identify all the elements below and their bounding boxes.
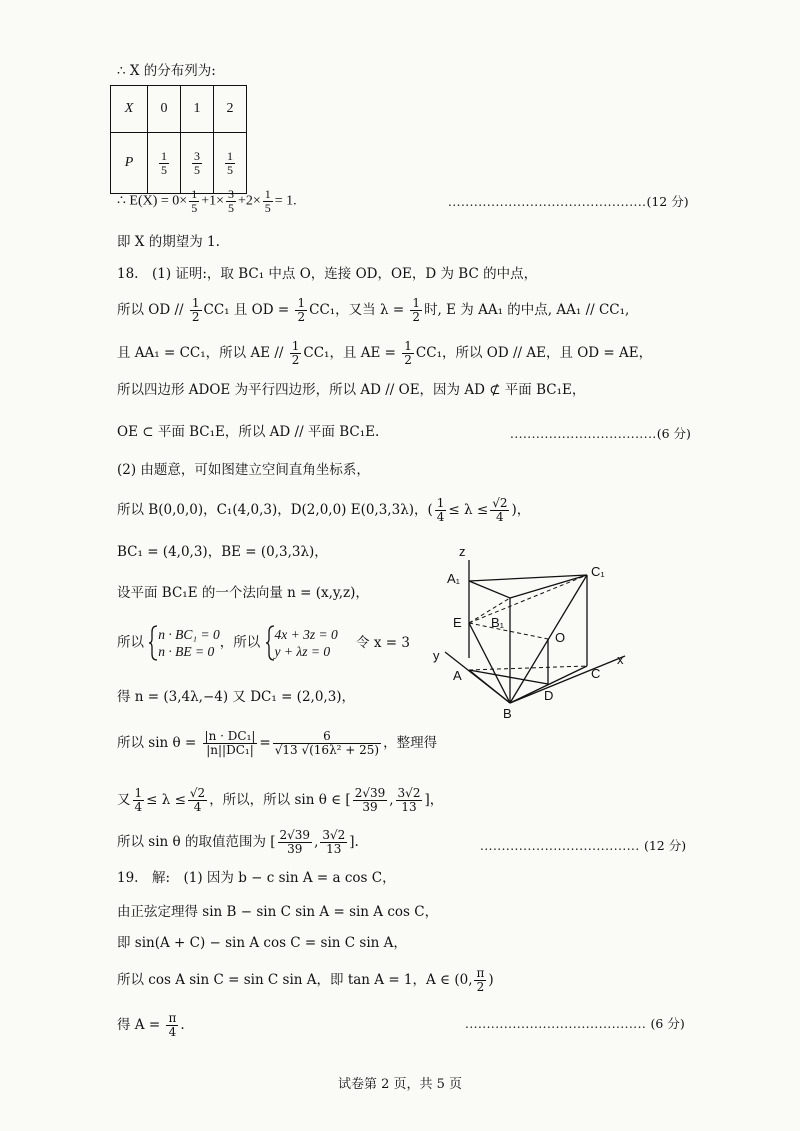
text-segment: 时, E 为 AA₁ 的中点, AA₁ // CC₁,	[424, 302, 630, 318]
dashed-a-c	[469, 666, 587, 670]
score-leader: ..................................... (12 分)	[480, 838, 687, 853]
q19-line2: 由正弦定理得 sin B − sin C sin A = sin A cos C，	[117, 904, 439, 920]
fraction-denominator: |n||DC₁|	[206, 743, 254, 757]
table-cell: 1	[181, 86, 214, 133]
equation: n · BE = 0	[158, 644, 215, 659]
text-segment: )	[488, 972, 494, 988]
fraction-denominator: 4	[496, 510, 504, 524]
fraction-numerator: 1	[134, 786, 143, 800]
fraction-denominator: √13 √(16λ² + 25)	[274, 743, 380, 757]
distribution-intro: ∴ X 的分布列为:	[117, 63, 216, 79]
fraction-denominator: 2	[404, 353, 412, 367]
distribution-table	[110, 85, 247, 194]
table-cell: P	[111, 133, 148, 194]
fraction-denominator: 13	[401, 800, 417, 814]
expectation-prefix: ∴ E(X) = 0×	[117, 193, 188, 209]
fraction-numerator: 1	[227, 148, 233, 163]
q19-line5	[117, 1012, 185, 1039]
fraction-numerator: √2	[189, 786, 206, 800]
q18-part2-sine	[117, 730, 437, 757]
q18-part1-line4: 所以四边形 ADOE 为平行四边形，所以 AD // OE，因为 AD ⊄ 平面 BC₁E，	[117, 382, 586, 398]
equation: y + λz = 0	[274, 644, 331, 659]
score-label: (6 分)	[650, 1016, 685, 1031]
expectation-formula	[117, 188, 297, 215]
q18-part1-line3	[117, 340, 652, 367]
dashed-e-c1	[469, 575, 587, 623]
q18-part2-line1: (2) 由题意，可如图建立空间直角坐标系，	[117, 462, 370, 478]
text-segment: 所以 sin θ =	[117, 735, 201, 751]
table-cell: 0	[148, 86, 181, 133]
label-z: z	[459, 544, 466, 559]
fraction-denominator: 4	[436, 510, 445, 524]
table-row-p	[111, 133, 247, 194]
equation: n · BC₁ = 0	[158, 627, 220, 642]
fraction-denominator: 2	[291, 353, 300, 367]
page-footer: 试卷第 2 页，共 5 页	[337, 1077, 463, 1092]
fraction-denominator: 13	[326, 842, 342, 856]
label-e: E	[453, 615, 462, 630]
score-label: (12 分)	[646, 194, 689, 209]
q18-part1-line2	[117, 297, 629, 324]
q18-part1-line5: OE ⊂ 平面 BC₁E，所以 AD // 平面 BC₁E.	[117, 424, 380, 440]
label-b1: B₁	[491, 615, 505, 630]
fraction-denominator: 2	[191, 310, 200, 324]
fraction-denominator: 39	[362, 800, 378, 814]
expectation-term: +1×	[201, 193, 224, 209]
fraction-numerator: 3√2	[397, 786, 421, 800]
q18-part1-line1: 18. (1) 证明:，取 BC₁ 中点 O，连接 OD，OE，D 为 BC 的中点，	[117, 266, 538, 282]
fraction-denominator: 2	[297, 310, 306, 324]
fraction-numerator: √2	[492, 496, 508, 510]
table-cell	[214, 133, 247, 194]
q19-line1: 19. 解: (1) 因为 b − c sin A = a cos C，	[117, 870, 396, 886]
fraction-denominator: 4	[168, 1025, 177, 1039]
fraction-numerator: 1	[264, 187, 271, 201]
label-c1: C₁	[591, 564, 605, 579]
fraction-denominator: 5	[161, 162, 167, 177]
text-segment: 所以 sin θ 的取值范围为 [	[117, 834, 276, 850]
fraction-numerator: 1	[161, 148, 167, 163]
expectation-term: +2×	[237, 193, 261, 209]
q18-part2-system	[117, 625, 410, 661]
q18-part2-result: 得 n = (3,4λ,−4) 又 DC₁ = (2,0,3)，	[117, 689, 356, 705]
fraction-numerator: 2√39	[279, 828, 311, 842]
label-b: B	[503, 706, 512, 721]
segment-e-b	[469, 623, 510, 703]
text-segment: .	[180, 1017, 185, 1033]
label-c: C	[591, 666, 601, 681]
text-segment: 令 x = 3	[356, 634, 410, 651]
text-segment: CC₁，又当 λ =	[309, 302, 409, 318]
brace-icon	[265, 625, 275, 661]
score-leader: ..............................................(12 分)	[448, 194, 689, 209]
q18-part2-vectors: BC₁ = (4,0,3)，BE = (0,3,3λ)，	[117, 544, 328, 560]
fraction-denominator: 5	[191, 201, 198, 215]
text-segment: ，整理得	[383, 735, 438, 751]
fraction-denominator: 4	[134, 800, 143, 814]
text-segment: 且 AA₁ = CC₁，所以 AE //	[117, 345, 288, 361]
table-row-x	[111, 86, 247, 133]
text-segment: ≤ λ ≤	[448, 502, 489, 518]
fraction-denominator: 2	[476, 980, 485, 994]
label-o: O	[555, 630, 566, 645]
text-segment: CC₁，且 AE =	[303, 345, 401, 361]
score-label: (6 分)	[656, 426, 691, 441]
label-x: x	[617, 652, 624, 667]
text-segment: ]，	[424, 792, 444, 808]
table-cell: X	[111, 86, 148, 133]
fraction-numerator: 1	[191, 187, 198, 201]
table-cell: 2	[214, 86, 247, 133]
fraction-denominator: 5	[227, 201, 234, 215]
fraction-numerator: 1	[297, 296, 306, 310]
q18-part2-range: 又 $\frac{1}{4}$ ≤ λ ≤ $\frac{√2}{4}$ ，所以，所以 sin θ ∈ [ $\frac{2√39}{39}$ , $\frac{3√2}{13}$ ]，	[117, 786, 444, 814]
fraction-numerator: 1	[436, 496, 445, 510]
text-segment: 所以 cos A sin C = sin C sin A，即 tan A = 1，A ∈ (0,	[117, 972, 473, 988]
expectation-term: = 1.	[274, 193, 297, 209]
fraction-numerator: π	[476, 966, 485, 980]
x-axis	[510, 656, 625, 703]
equals-sign: =	[259, 735, 271, 751]
q19-line4	[117, 967, 494, 994]
score-leader: .......................................... (6 分)	[465, 1016, 685, 1031]
equation: 4x + 3z = 0	[274, 627, 338, 642]
dashed-e-o	[469, 623, 548, 639]
fraction-numerator: π	[168, 1011, 177, 1025]
fraction-numerator: 1	[404, 339, 412, 353]
segment-a-d	[469, 670, 548, 684]
fraction-denominator: 39	[287, 842, 303, 856]
text-segment: ，所以，所以 sin θ ∈ [	[209, 792, 351, 808]
text-segment: 所以	[117, 634, 144, 651]
table-cell	[148, 133, 181, 194]
label-a: A	[453, 668, 462, 683]
text-segment: CC₁ 且 OD =	[203, 302, 294, 318]
prism-figure	[425, 538, 640, 723]
fraction-numerator: |n · DC₁|	[204, 729, 256, 743]
fraction-denominator: 5	[227, 162, 233, 177]
table-cell	[181, 133, 214, 194]
brace-icon	[148, 625, 158, 661]
score-label: (12 分)	[643, 838, 687, 853]
label-a1: A₁	[447, 571, 461, 586]
fraction-denominator: 5	[264, 201, 271, 215]
fraction-numerator: 6	[273, 730, 381, 744]
text-segment: CC₁，所以 OD // AE，且 OD = AE，	[415, 345, 653, 361]
fraction-numerator: 2√39	[354, 786, 386, 800]
text-segment: 所以 B(0,0,0)，C₁(4,0,3)，D(2,0,0) E(0,3,3λ)，(	[117, 502, 433, 518]
text-segment: 又	[117, 792, 131, 808]
text-segment: ，所以	[219, 634, 261, 651]
fraction-numerator: 3√2	[322, 828, 346, 842]
fraction-numerator: 1	[412, 296, 421, 310]
fraction-denominator: 5	[194, 162, 200, 177]
text-segment: 得 A =	[117, 1017, 165, 1033]
edge-a1-b1	[469, 581, 510, 598]
fraction-numerator: 3	[227, 187, 234, 201]
fraction-denominator: 2	[412, 310, 421, 324]
q18-part2-final: 所以 sin θ 的取值范围为 [ $\frac{2√39}{39}$ , $\frac{3√2}{13}$ ].	[117, 828, 359, 856]
fraction-numerator: 1	[191, 296, 200, 310]
text-segment: ≤ λ ≤	[146, 792, 186, 808]
label-y: y	[433, 648, 440, 663]
q18-part2-normal: 设平面 BC₁E 的一个法向量 n = (x,y,z)，	[117, 585, 369, 601]
label-d: D	[544, 688, 554, 703]
text-segment: 所以 OD //	[117, 302, 188, 318]
score-leader: ..................................(6 分)	[510, 426, 691, 441]
text-segment: ].	[349, 834, 359, 850]
expectation-conclusion: 即 X 的期望为 1.	[117, 234, 220, 250]
q19-line3: 即 sin(A + C) − sin A cos C = sin C sin A，	[117, 935, 407, 951]
fraction-numerator: 1	[291, 339, 300, 353]
text-segment: )，	[511, 502, 531, 518]
q18-part2-line2	[117, 497, 530, 524]
fraction-denominator: 4	[193, 800, 202, 814]
fraction-numerator: 3	[194, 148, 200, 163]
